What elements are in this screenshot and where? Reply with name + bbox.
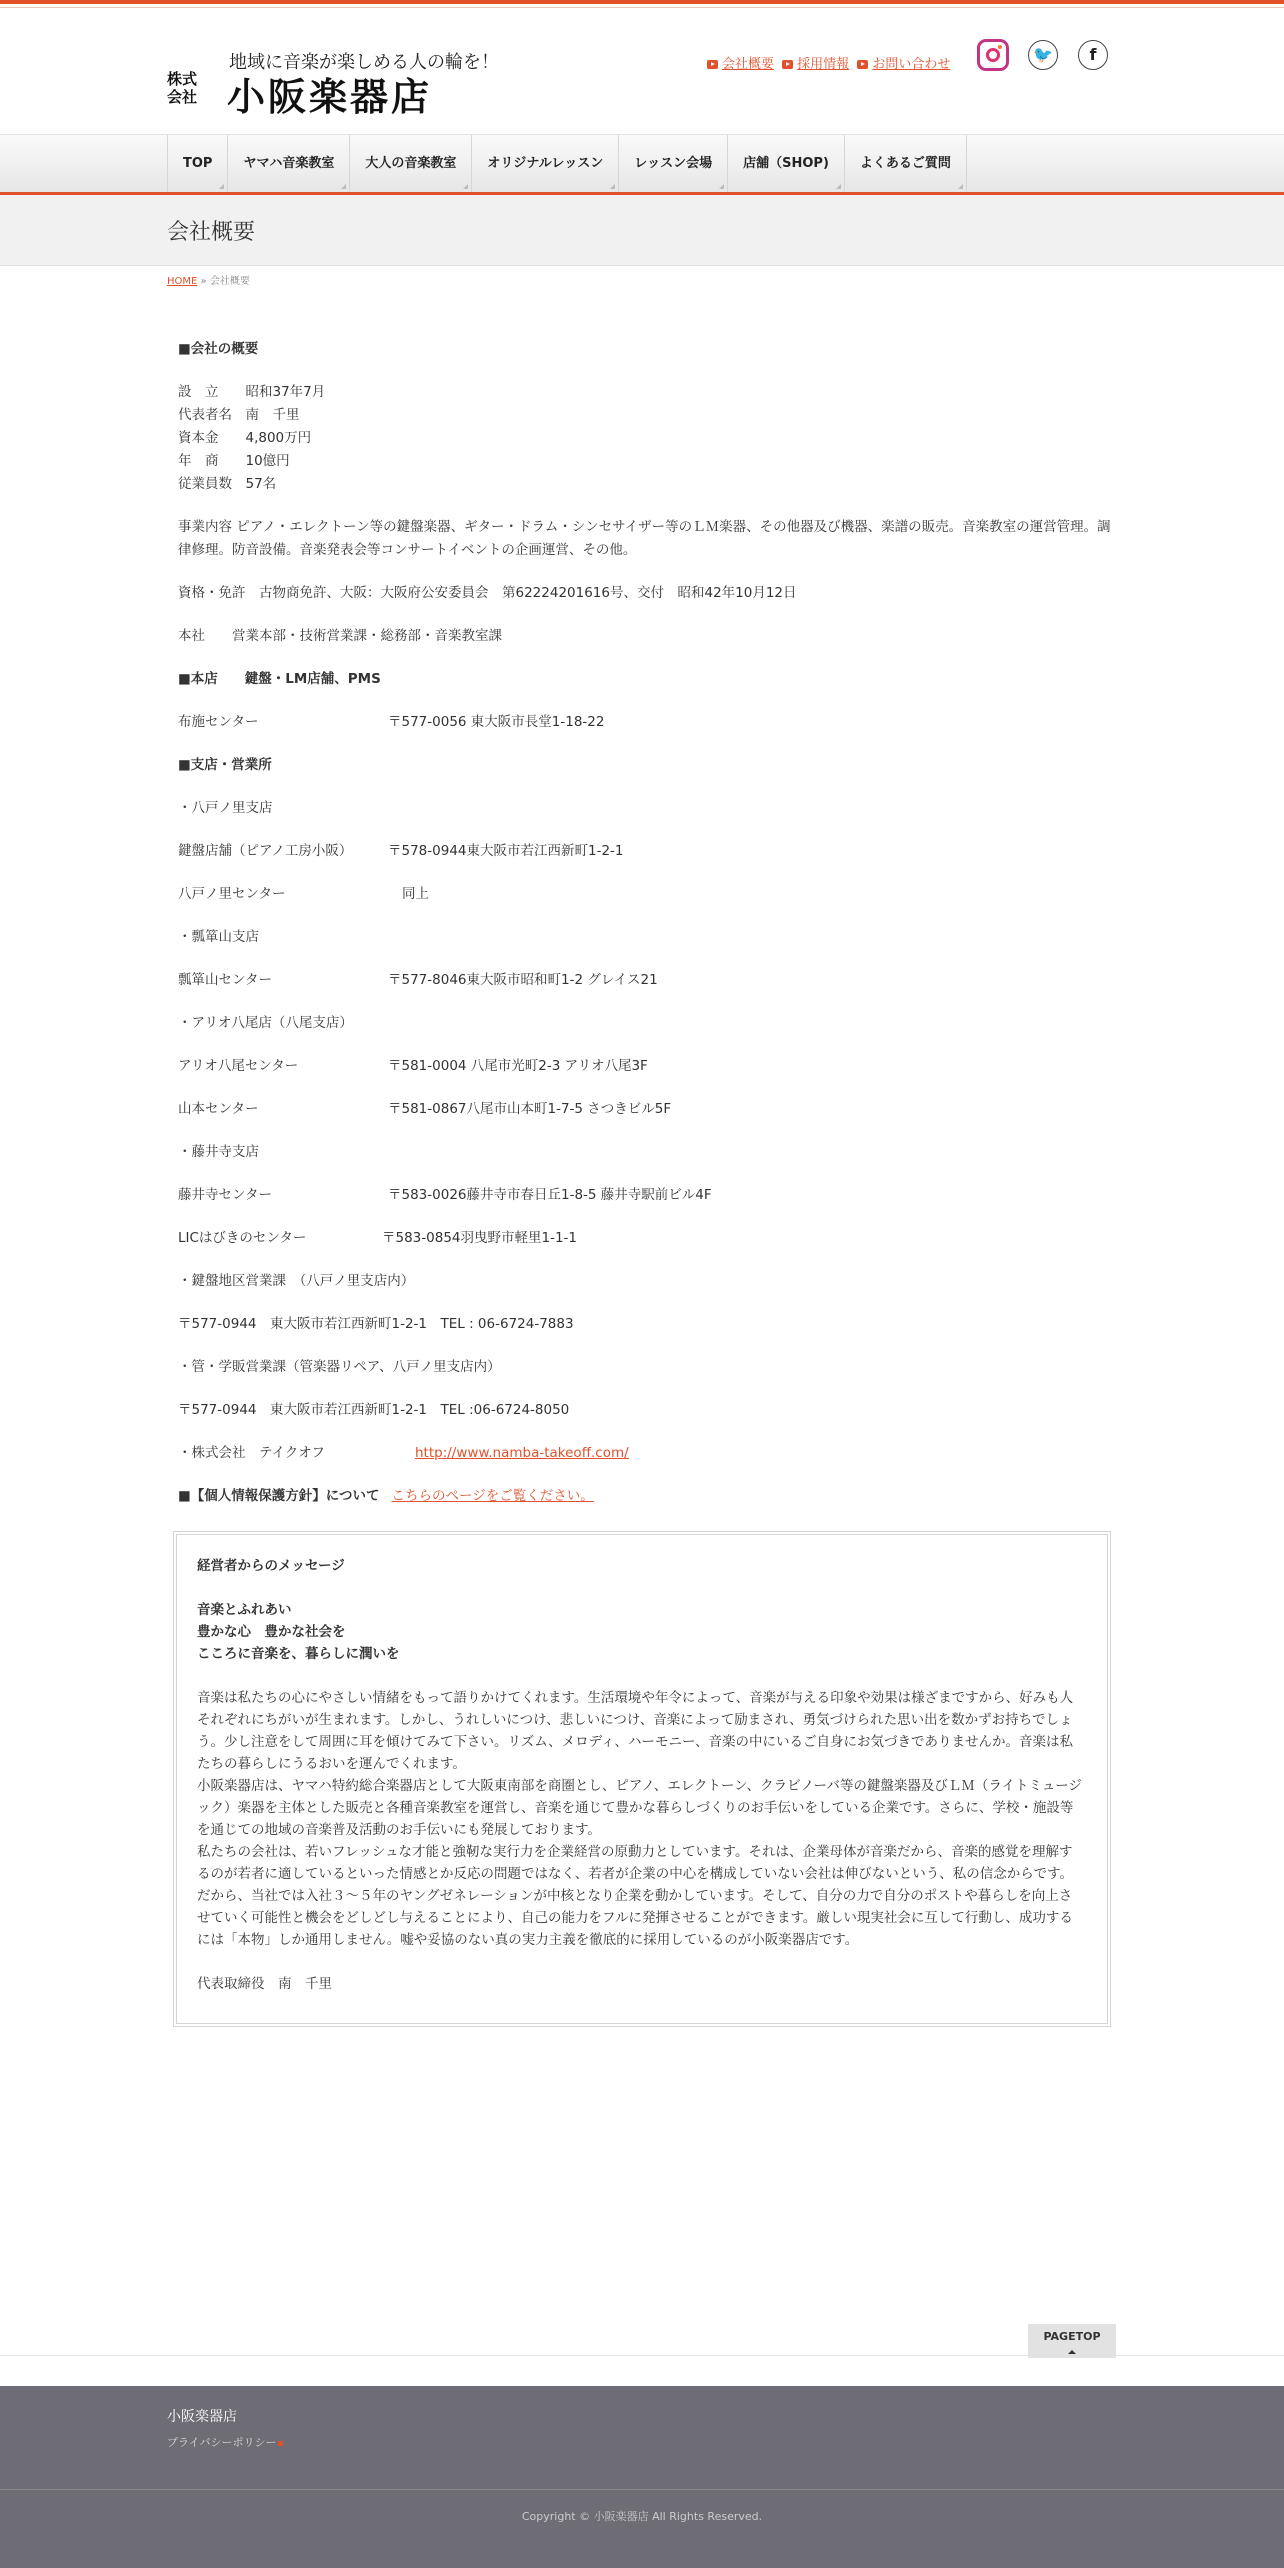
branch-name: ・藤井寺支店 xyxy=(178,1144,259,1160)
location-row xyxy=(178,969,1113,992)
breadcrumb-current: 会社概要 xyxy=(209,276,250,287)
sales-dept: ・管・学販営業課（管楽器リペア、八戸ノ里支店内） xyxy=(178,1359,501,1375)
footer-divider xyxy=(0,2489,1284,2490)
header-links xyxy=(707,53,954,72)
page-title-band xyxy=(0,195,1284,266)
overview-line: 従業員数 57名 xyxy=(178,476,277,492)
nav-item-original[interactable]: オリジナルレッスン xyxy=(472,135,619,193)
message-heading: 経営者からのメッセージ xyxy=(197,1558,345,1574)
branch-heading: ■支店・営業所 xyxy=(178,757,272,773)
nav-item-venue[interactable]: レッスン会場 xyxy=(619,135,728,193)
location-row xyxy=(178,840,1113,863)
location-name: 鍵盤店舗（ピアノ工房小阪） xyxy=(178,843,353,859)
location-row xyxy=(178,1098,1113,1121)
takeoff-name: ・株式会社 テイクオフ xyxy=(178,1445,325,1461)
nav-item-adult[interactable]: 大人の音楽教室 xyxy=(350,135,472,193)
location-row xyxy=(178,1055,1113,1078)
play-icon xyxy=(707,60,718,69)
overview-line: 資本金 4,800万円 xyxy=(178,430,312,446)
message-slogan: 音楽とふれあい xyxy=(197,1602,292,1618)
location-address: 〒583-0854羽曳野市軽里1-1-1 xyxy=(382,1230,578,1246)
ceo-message-box xyxy=(173,1531,1111,2027)
location-name: 布施センター xyxy=(178,714,259,730)
breadcrumb-separator: » xyxy=(200,276,207,287)
breadcrumb xyxy=(167,272,250,287)
play-icon xyxy=(782,60,793,69)
location-address: 〒577-0056 東大阪市長堂1-18-22 xyxy=(388,714,605,730)
overview-line: 年 商 10億円 xyxy=(178,453,290,469)
sales-dept-address: 〒577-0944 東大阪市若江西新町1-2-1 TEL :06-6724-8050 xyxy=(178,1402,570,1418)
message-paragraph: 私たちの会社は、若いフレッシュな才能と強靭な実行力を企業経営の原動力としています。それは、企業母体が音楽だから、音楽的感覚を理解するのが若者に適しているといった情感とか反応の問題ではなく、若者が企業の中心を構成していない会社は伸びないという、私の信念からです。だから、当社では入社３～５年のヤングゼネレーションが中核となり企業を動かしています。そして、自分の力で自分のポストや暮らしを向上させていく可能性と機会をどしどし与えることにより、自己の能力をフルに発揮させることができます。厳しい現実社会に互して行動し、成功するには「本物」しか通用しません。嘘や妥協のない真の実力主義を徹底的に採用しているのが小阪楽器店です。 xyxy=(197,1844,1074,1948)
message-slogan: こころに音楽を、暮らしに潤いを xyxy=(197,1646,400,1662)
location-address: 〒581-0867八尾市山本町1-7-5 さつきビル5F xyxy=(388,1101,672,1117)
logo-tagline: 地域に音楽が楽しめる人の輪を！ xyxy=(229,52,499,73)
footer-privacy xyxy=(167,2434,283,2450)
nav-item-faq[interactable]: よくあるご質問 xyxy=(845,135,967,193)
location-address: 〒581-0004 八尾市光町2-3 アリオ八尾3F xyxy=(388,1058,648,1074)
site-logo[interactable] xyxy=(167,48,517,119)
location-address: 同上 xyxy=(402,886,429,902)
message-signature: 代表取締役 南 千里 xyxy=(197,1976,332,1992)
location-row xyxy=(178,883,1113,906)
license-info: 資格・免許 古物商免許、大阪：大阪府公安委員会 第62224201616号、交付 昭和42年10月12日 xyxy=(178,585,797,601)
page-title: 会社概要 xyxy=(167,220,256,245)
privacy-row xyxy=(178,1485,1113,1508)
facebook-icon[interactable]: f xyxy=(1078,40,1108,70)
location-address: 〒577-8046東大阪市昭和町1-2 グレイス21 xyxy=(388,972,658,988)
takeoff-link[interactable]: http://www.namba-takeoff.com/ xyxy=(415,1445,629,1461)
overview-line: 代表者名 南 千里 xyxy=(178,407,300,423)
top-accent-line xyxy=(0,7,1284,8)
takeoff-row xyxy=(178,1442,1113,1465)
business-description: 事業内容 ピアノ・エレクトーン等の鍵盤楽器、ギター・ドラム・シンセサイザー等のＬＭ楽器、その他器及び機器、楽譜の販売。音楽教室の運営管理。調律修理。防音設備。音楽発表会等コンサートイベントの企画運営、その他。 xyxy=(178,519,1111,558)
header-link-recruit[interactable]: 採用情報 xyxy=(797,57,850,72)
main-store-heading: ■本店 鍵盤・LM店舗、PMS xyxy=(178,671,381,687)
top-accent-bar xyxy=(0,0,1284,4)
message-paragraph: 音楽は私たちの心にやさしい情緒をもって語りかけてくれます。生活環境や年令によって、音楽が与える印象や効果は様ざまですから、好みも人それぞれにちがいが生まれます。しかし、うれしいにつけ、悲しいにつけ、音楽によって励まされ、勇気づけられた思い出を数かずお持ちでしょう。少し注意をして周囲に耳を傾けてみて下さい。リズム、メロディ、ハーモニー、音楽の中にいるご自身にお気づきでありませんか。音楽は私たちの暮らしにうるおいを運んでくれます。 xyxy=(197,1690,1074,1772)
location-name: 山本センター xyxy=(178,1101,259,1117)
global-nav xyxy=(0,134,1284,193)
sales-dept-address: 〒577-0944 東大阪市若江西新町1-2-1 TEL : 06-6724-7883 xyxy=(178,1316,574,1332)
pagetop-button[interactable]: PAGETOP xyxy=(1028,2324,1116,2358)
location-address: 〒578-0944東大阪市若江西新町1-2-1 xyxy=(388,843,624,859)
header-link-company[interactable]: 会社概要 xyxy=(722,57,775,72)
honsha-info: 本社 営業本部・技術営業課・総務部・音楽教室課 xyxy=(178,628,502,644)
logo-name: 小阪楽器店 xyxy=(227,75,433,119)
location-name: 八戸ノ里センター xyxy=(178,886,286,902)
twitter-icon[interactable]: 🐦 xyxy=(1028,40,1058,70)
overview-heading: ■会社の概要 xyxy=(178,341,259,357)
copyright: Copyright © 小阪楽器店 All Rights Reserved. xyxy=(521,2510,763,2523)
location-row xyxy=(178,711,1113,734)
overview-line: 設 立 昭和37年7月 xyxy=(178,384,326,400)
privacy-label: ■【個人情報保護方針】について xyxy=(178,1488,380,1504)
location-name: 瓢箪山センター xyxy=(178,972,272,988)
location-name: アリオ八尾センター xyxy=(178,1058,299,1074)
message-paragraph: 小阪楽器店は、ヤマハ特約総合楽器店として大阪東南部を商圏とし、ピアノ、エレクトーン、クラビノーバ等の鍵盤楽器及びＬＭ（ライトミュージック）楽器を主体とした販売と各種音楽教室を運営し、音楽を通じて豊かな暮らしづくりのお手伝いをしている企業です。さらに、学校・施設等を通じての地域の音楽普及活動のお手伝いにも発展しております。 xyxy=(197,1778,1082,1838)
location-name: 藤井寺センター xyxy=(178,1187,272,1203)
instagram-icon[interactable] xyxy=(977,39,1009,71)
company-overview xyxy=(178,338,1113,1508)
location-name: LICはびきのセンター xyxy=(178,1230,307,1246)
footer-site-name: 小阪楽器店 xyxy=(167,2409,237,2425)
play-icon xyxy=(857,60,868,69)
nav-item-shop[interactable]: 店舗（SHOP) xyxy=(728,135,845,193)
footer-privacy-link[interactable]: プライバシーポリシー xyxy=(167,2436,277,2449)
location-row xyxy=(178,1227,1113,1250)
header-link-contact[interactable]: お問い合わせ xyxy=(872,57,951,72)
sales-dept: ・鍵盤地区営業課 （八戸ノ里支店内） xyxy=(178,1273,415,1289)
nav-item-top[interactable]: TOP xyxy=(168,135,228,193)
branch-name: ・アリオ八尾店（八尾支店） xyxy=(178,1015,353,1031)
site-footer xyxy=(0,2386,1284,2568)
logo-prefix: 株式会社 xyxy=(167,70,198,106)
breadcrumb-home[interactable]: HOME xyxy=(167,276,198,287)
nav-item-yamaha[interactable]: ヤマハ音楽教室 xyxy=(228,135,350,193)
location-row xyxy=(178,1184,1113,1207)
location-address: 〒583-0026藤井寺市春日丘1-8-5 藤井寺駅前ビル4F xyxy=(388,1187,712,1203)
privacy-link[interactable]: こちらのページをご覧ください。 xyxy=(391,1488,594,1504)
branch-name: ・八戸ノ里支店 xyxy=(178,800,273,816)
bullet-icon xyxy=(278,2441,283,2446)
branch-name: ・瓢箪山支店 xyxy=(178,929,259,945)
message-slogan: 豊かな心 豊かな社会を xyxy=(197,1624,346,1640)
